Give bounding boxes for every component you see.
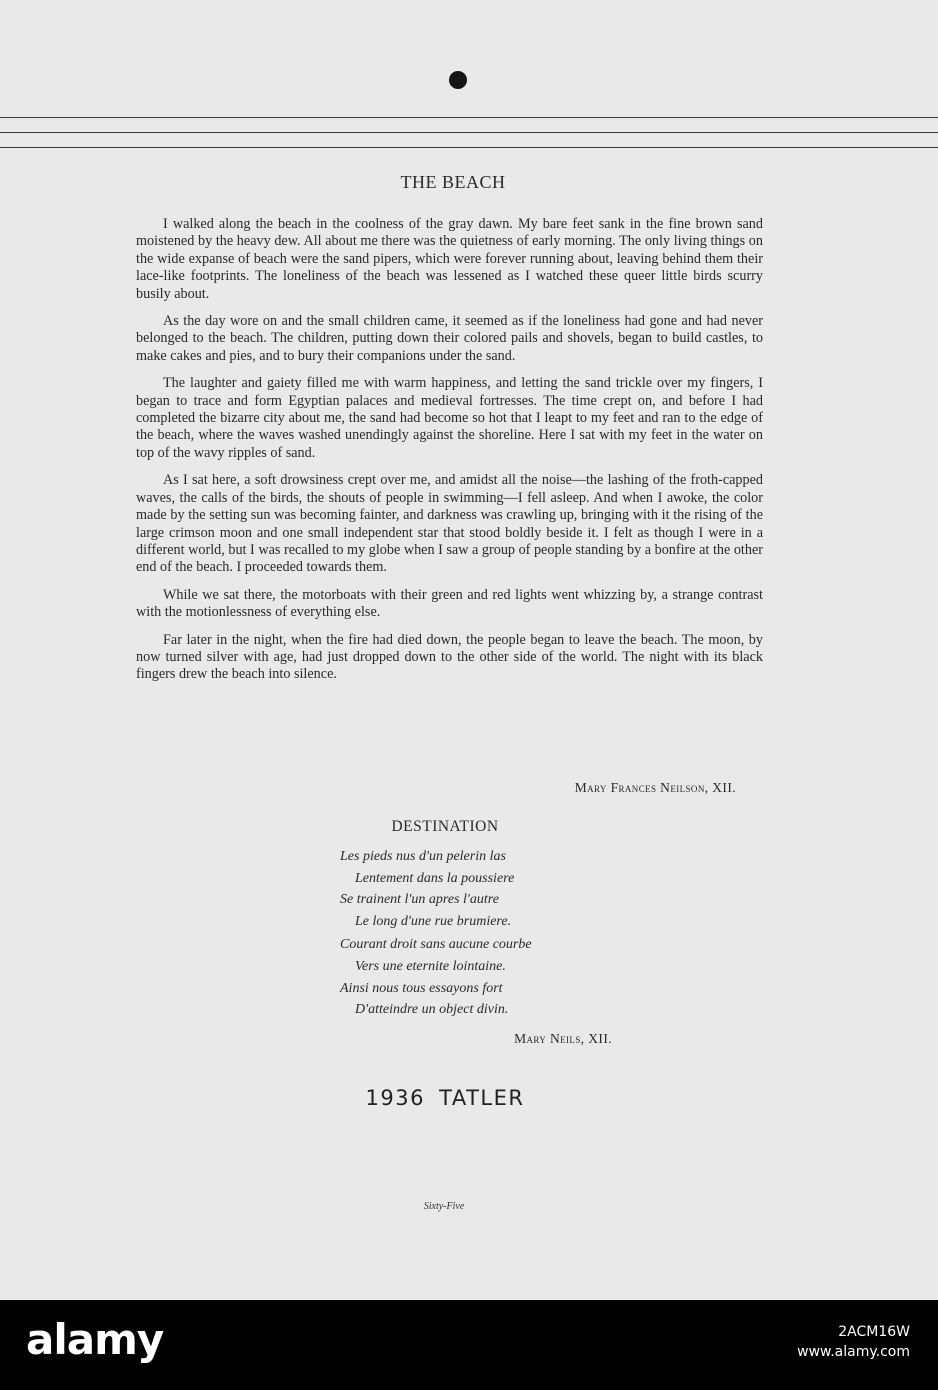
article-paragraph: The laughter and gaiety filled me with warm happiness, and letting the sand trickle over my fingers, I began to trace and form Egyptian palaces and medieval fortresses. The time crept on, and before I had completed the bizarre city about me, the sand had become so hot that I leapt to my feet and ran to the edge of the beach, where the waves washed unendingly against the shoreline. Here I sat with my feet in the water on top of the wavy ripples of sand. bbox=[136, 375, 763, 461]
alamy-logo: alamy bbox=[26, 1315, 164, 1364]
poem-line: Le long d'une rue brumiere. bbox=[355, 913, 512, 929]
article-paragraph: Far later in the night, when the fire had died down, the people began to leave the beach. The moon, by now turned silver with age, had just dropped down to the other side of the world. The night with its black fingers drew the beach into silence. bbox=[136, 631, 763, 683]
poem-line: D'atteindre un object divin. bbox=[355, 1002, 509, 1018]
article-body bbox=[136, 216, 763, 694]
article-paragraph: I walked along the beach in the coolness of the gray dawn. My bare feet sank in the fine brown sand moistened by the heavy dew. All about me there was the quietness of early morning. The only living things on the wide expanse of beach were the sand pipers, which were forever running about, leaving behind them their lace-like footprints. The loneliness of the beach was lessened as I watched these queer little birds scurry busily about. bbox=[136, 216, 763, 302]
poem-author: Mary Neils, XII. bbox=[514, 1031, 612, 1046]
header-rule bbox=[0, 147, 938, 148]
image-id: 2ACM16W bbox=[838, 1324, 910, 1340]
article-paragraph: As I sat here, a soft drowsiness crept over me, and amidst all the noise—the lashing of the froth-capped waves, the calls of the birds, the shouts of people in swimming—I fell asleep. And when I awoke, the color made by the setting sun was becoming fainter, and darkness was crawling up, bringing with it the rising of the large crimson moon and one small independent star that stood boldly beside it. I felt as though I were in a different world, but I was recalled to my globe when I saw a group of people standing by a bonfire at the other end of the beach. I proceeded towards them. bbox=[136, 472, 763, 576]
poem-line: Ainsi nous tous essayons fort bbox=[340, 980, 503, 996]
poem-line: Courant droit sans aucune courbe bbox=[340, 937, 532, 953]
site-url: www.alamy.com bbox=[797, 1344, 910, 1360]
poem-line: Les pieds nus d'un pelerin las bbox=[340, 849, 506, 864]
poem-line: Lentement dans la poussiere bbox=[355, 870, 515, 886]
stock-banner bbox=[0, 1300, 938, 1390]
poem-line: Vers une eternite lointaine. bbox=[355, 958, 506, 974]
header-rule bbox=[0, 117, 938, 118]
article-title: THE BEACH bbox=[400, 172, 506, 192]
bullet-dot-ornament bbox=[449, 71, 467, 89]
poem-line: Se trainent l'un apres l'autre bbox=[340, 892, 499, 908]
image-info bbox=[797, 1322, 910, 1362]
publication-title: 1936 TATLER bbox=[365, 1086, 525, 1110]
header-rule bbox=[0, 132, 938, 133]
article-paragraph: As the day wore on and the small children came, it seemed as if the loneliness had gone and had never belonged to the beach. The children, putting down their colored pails and shovels, began to build castles, to make cakes and pies, and to bury their companions under the sand. bbox=[136, 313, 763, 364]
page-number: Sixty-Five bbox=[423, 1201, 465, 1212]
article-paragraph: While we sat there, the motorboats with their green and red lights went whizzing by, a strange contrast with the motionlessness of everything else. bbox=[136, 586, 763, 621]
article-author: Mary Frances Neilson, XII. bbox=[574, 780, 736, 795]
poem-title: DESTINATION bbox=[391, 818, 499, 835]
poem-body bbox=[340, 846, 660, 1021]
